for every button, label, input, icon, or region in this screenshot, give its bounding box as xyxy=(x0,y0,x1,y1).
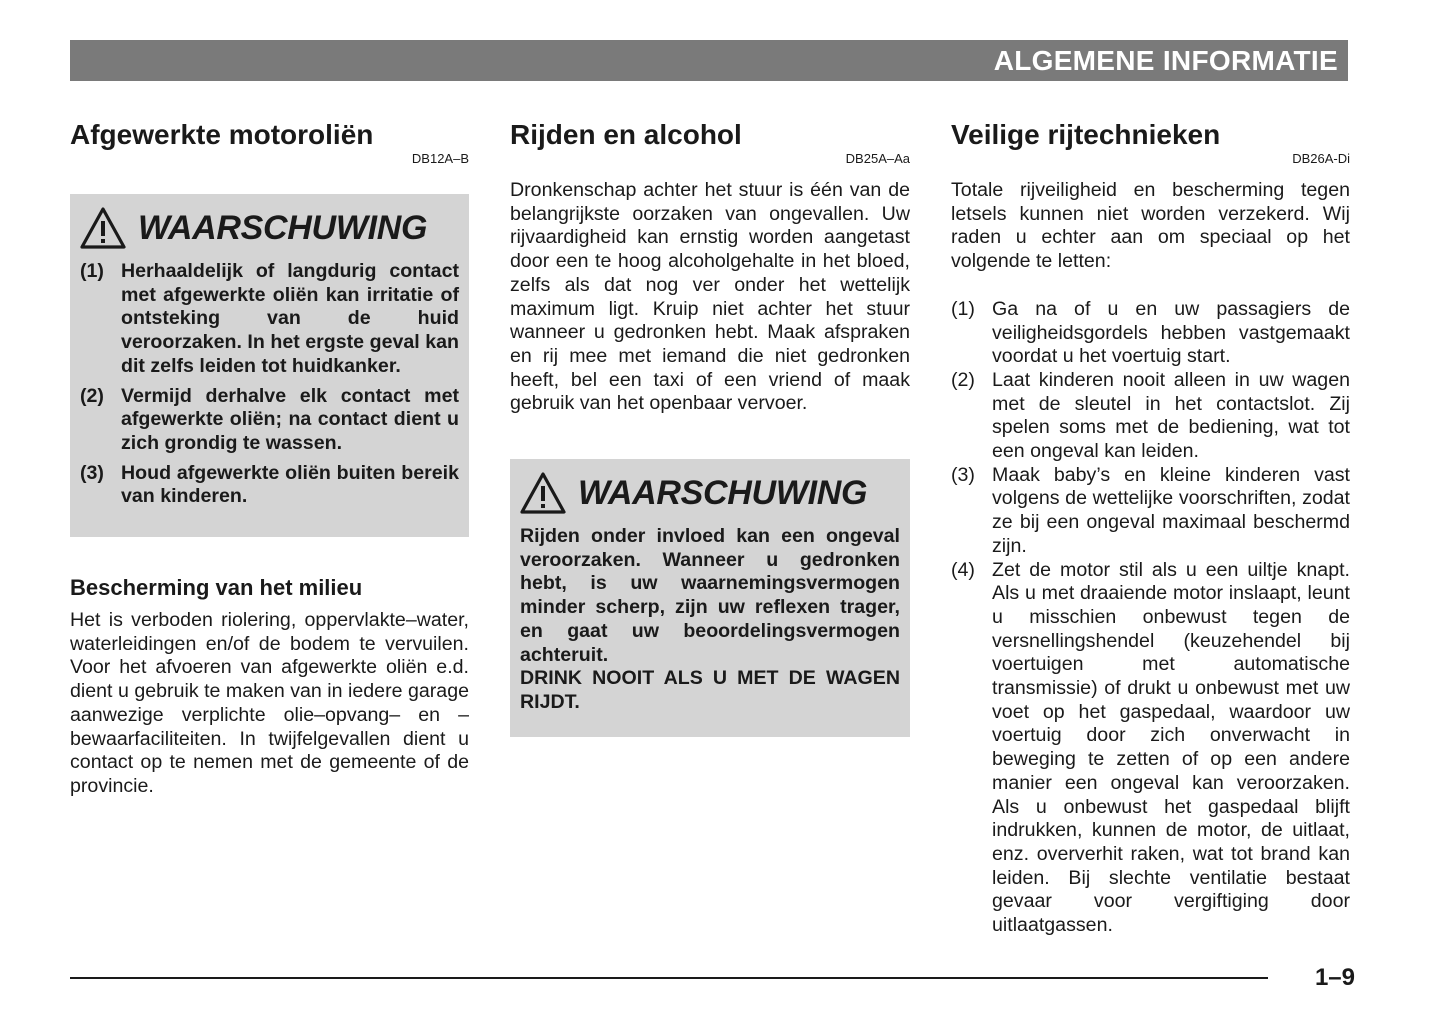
warning-text-caps: DRINK NOOIT ALS U MET DE WAGEN RIJDT. xyxy=(520,667,900,713)
item-text: Zet de motor stil als u een uiltje knapt. Als u met draaiende motor inslaapt, leunt u misschien onbewust tegen de versnellingshendel (keuzehendel bij voertuigen met automatische transmissie) of drukt u onbewust met uw voet op het gaspedaal, waardoor uw voertuig door zich onverwacht in beweging te zetten of op een andere manier een ongeval kan veroorzaken. Als u onbewust het gaspedaal blijft indrukken, kunnen de motor, de uitlaat, enz. oververhit raken, wat tot brand kan leiden. Bij slechte ventilatie bestaat gevaar voor vergiftiging door uitlaatgassen. xyxy=(992,558,1350,937)
section-title-motor-oils: Afgewerkte motoroliën xyxy=(70,119,374,150)
section-title-safe-driving: Veilige rijtechnieken xyxy=(951,119,1221,150)
list-item xyxy=(951,298,1350,369)
list-item xyxy=(951,464,1350,559)
item-number: (3) xyxy=(80,461,104,484)
warning-label: WAARSCHUWING xyxy=(578,473,868,512)
list-item xyxy=(80,385,459,456)
footer-rule xyxy=(70,977,1268,979)
header-title: ALGEMENE INFORMATIE xyxy=(993,45,1338,76)
item-text: Laat kinderen nooit alleen in uw wagen met de sleutel in het contactslot. Zij spelen soms met de bediening, wat tot een ongeval kan leiden. xyxy=(992,368,1350,463)
item-text: Ga na of u en uw passagiers de veiligheidsgordels hebben vastgemaakt voordat u het voertuig start. xyxy=(992,297,1350,368)
section-code: DB25A–Aa xyxy=(845,151,910,166)
list-item xyxy=(80,462,459,509)
subsection-title-environment: Bescherming van het milieu xyxy=(70,575,363,601)
list-item xyxy=(80,260,459,379)
item-text: Vermijd derhalve elk contact met afgewerkte oliën; na contact dient u zich grondig te wassen. xyxy=(121,384,459,454)
warning-header xyxy=(520,467,900,519)
section-code: DB26A-Di xyxy=(1292,151,1350,166)
warning-box-alcohol xyxy=(510,459,910,737)
item-text: Herhaaldelijk of langdurig contact met afgewerkte oliën kan irritatie of ontsteking van de huid veroorzaken. In het ergste geval kan dit zelfs leiden tot huidkanker. xyxy=(121,260,459,377)
header-bar xyxy=(70,40,1348,81)
page-number: 1–9 xyxy=(1314,964,1355,991)
warning-text: Rijden onder invloed kan een ongeval veroorzaken. Wanneer u gedronken hebt, is uw waarnemingsvermogen minder scherp, zijn uw reflexen trager, en gaat uw beoordelingsvermogen achteruit. xyxy=(520,525,900,666)
environment-text: Het is verboden riolering, oppervlakte–water, waterleidingen en/of de bodem te vervuilen. Voor het afvoeren van afgewerkte oliën e.d. dient u gebruik te maken van in iedere garage aanwezige verplichte olie–opvang– en –bewaarfaciliteiten. In twijfelgevallen dient u contact op te nemen met de gemeente of de provincie. xyxy=(70,609,469,797)
section-code: DB12A–B xyxy=(411,151,469,166)
warning-box-motor-oils xyxy=(70,194,469,537)
item-number: (4) xyxy=(951,558,975,581)
warning-triangle-icon xyxy=(520,472,566,514)
safe-driving-list xyxy=(951,298,1350,938)
section-title-alcohol: Rijden en alcohol xyxy=(510,119,742,150)
list-item xyxy=(951,559,1350,938)
item-number: (1) xyxy=(951,297,975,320)
item-text: Maak baby’s en kleine kinderen vast volgens de wettelijke voorschriften, zodat ze bij een ongeval maximaal beschermd zijn. xyxy=(992,463,1350,557)
item-number: (1) xyxy=(80,260,104,282)
warning-label: WAARSCHUWING xyxy=(138,208,428,247)
warning-header xyxy=(80,202,459,254)
warning-triangle-icon xyxy=(80,207,126,249)
warning-list xyxy=(80,260,459,509)
item-number: (2) xyxy=(951,368,975,391)
column-motor-oils xyxy=(70,115,469,799)
safe-driving-intro: Totale rijveiligheid en bescherming tegen letsels kunnen niet worden verzekerd. Wij raden u echter aan om speciaal op het volgende te letten: xyxy=(951,179,1350,273)
column-safe-driving xyxy=(951,115,1350,938)
alcohol-text: Dronkenschap achter het stuur is één van de belangrijkste oorzaken van ongevallen. Uw rijvaardigheid kan ernstig worden aangetast door een te hoog alcoholgehalte in het bloed, zelfs als dat nog ver onder het wettelijk maximum ligt. Kruip niet achter het stuur wanneer u gedronken hebt. Maak afspraken en rij mee met iemand die niet gedronken heeft, bel een taxi of een vriend of maak gebruik van het openbaar vervoer. xyxy=(510,179,910,415)
list-item xyxy=(951,369,1350,464)
item-text: Houd afgewerkte oliën buiten bereik van kinderen. xyxy=(121,461,459,508)
item-number: (3) xyxy=(951,463,975,486)
column-alcohol xyxy=(510,115,910,737)
item-number: (2) xyxy=(80,384,104,407)
